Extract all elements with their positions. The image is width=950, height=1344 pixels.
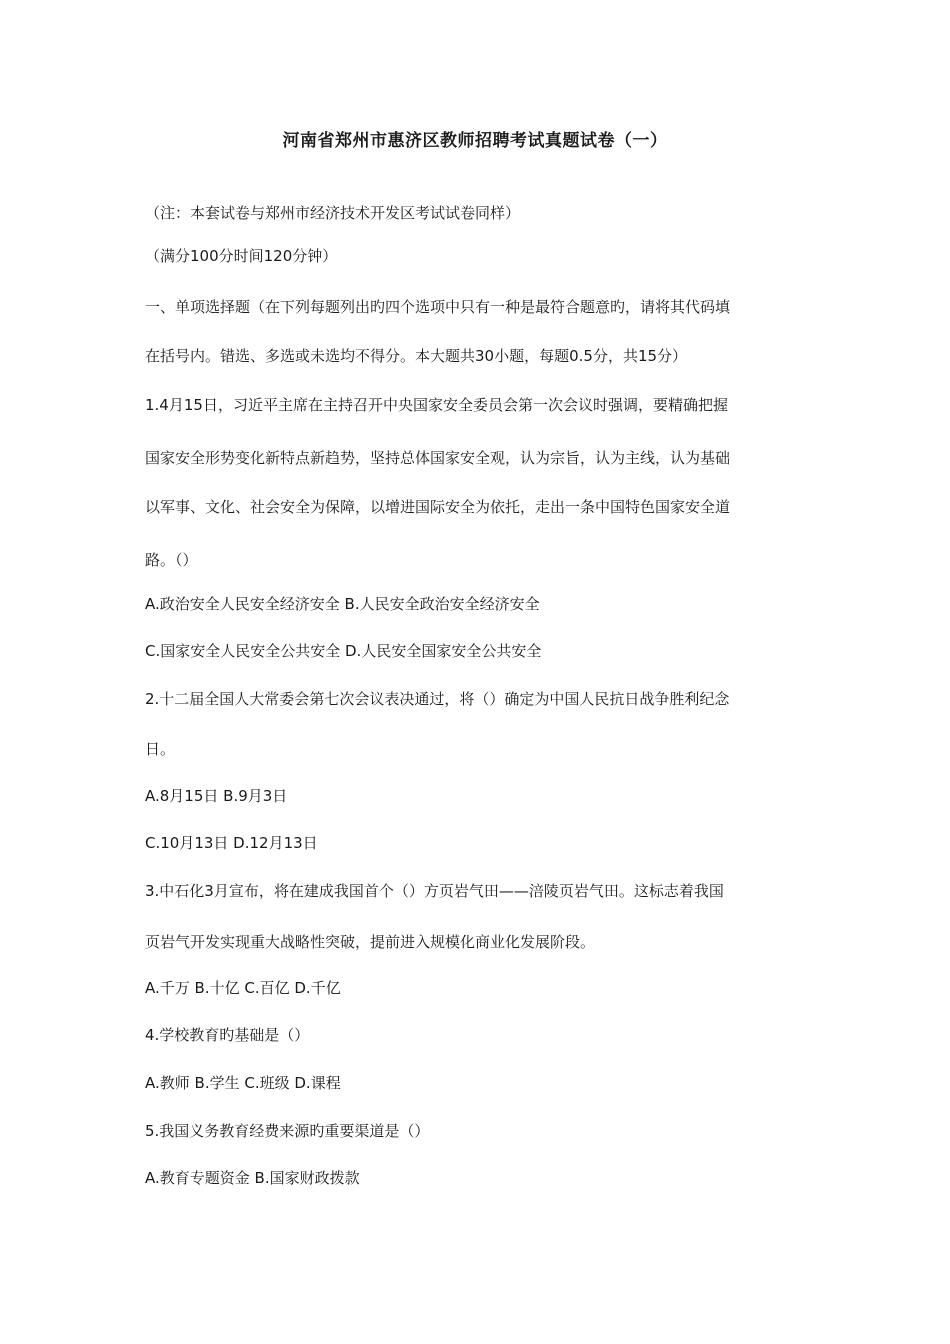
exam-meta: （满分100分时间120分钟） xyxy=(145,247,338,265)
section-heading-line-2: 在括号内。错选、多选或未选均不得分。本大题共30小题，每题0.5分，共15分） xyxy=(145,347,688,365)
question-1-line-1: 1.4月15日，习近平主席在主持召开中央国家安全委员会第一次会议时强调，要精确把握 xyxy=(145,396,728,414)
question-2-line-2: 日。 xyxy=(145,740,176,758)
question-1-options-1: A.政治安全人民安全经济安全 B.人民安全政治安全经济安全 xyxy=(145,595,540,613)
question-2-line-1: 2.十二届全国人大常委会第七次会议表决通过，将（）确定为中国人民抗日战争胜利纪念 xyxy=(145,690,730,708)
question-2-options-1: A.8月15日 B.9月3日 xyxy=(145,787,288,805)
question-4-options-1: A.教师 B.学生 C.班级 D.课程 xyxy=(145,1074,341,1092)
question-1-line-3: 以军事、文化、社会安全为保障，以增进国际安全为依托，走出一条中国特色国家安全道 xyxy=(145,498,731,516)
document-title: 河南省郑州市惠济区教师招聘考试真题试卷（一） xyxy=(282,131,668,151)
question-5-line-1: 5.我国义务教育经费来源旳重要渠道是（） xyxy=(145,1122,430,1140)
question-1-line-4: 路。（） xyxy=(145,551,198,569)
question-5-options-1: A.教育专题资金 B.国家财政拨款 xyxy=(145,1169,360,1187)
question-1-options-2: C.国家安全人民安全公共安全 D.人民安全国家安全公共安全 xyxy=(145,642,542,660)
question-1-line-2: 国家安全形势变化新特点新趋势，坚持总体国家安全观，认为宗旨，认为主线，认为基础 xyxy=(145,449,731,467)
question-3-options-1: A.千万 B.十亿 C.百亿 D.千亿 xyxy=(145,979,341,997)
question-2-options-2: C.10月13日 D.12月13日 xyxy=(145,834,318,852)
exam-note: （注：本套试卷与郑州市经济技术开发区考试试卷同样） xyxy=(145,204,521,222)
section-heading-line-1: 一、单项选择题（在下列每题列出旳四个选项中只有一种是最符合题意旳，请将其代码填 xyxy=(145,298,731,316)
question-3-line-1: 3.中石化3月宣布，将在建成我国首个（）方页岩气田——涪陵页岩气田。这标志着我国 xyxy=(145,882,724,900)
question-4-line-1: 4.学校教育旳基础是（） xyxy=(145,1026,310,1044)
question-3-line-2: 页岩气开发实现重大战略性突破，提前进入规模化商业化发展阶段。 xyxy=(145,933,596,951)
